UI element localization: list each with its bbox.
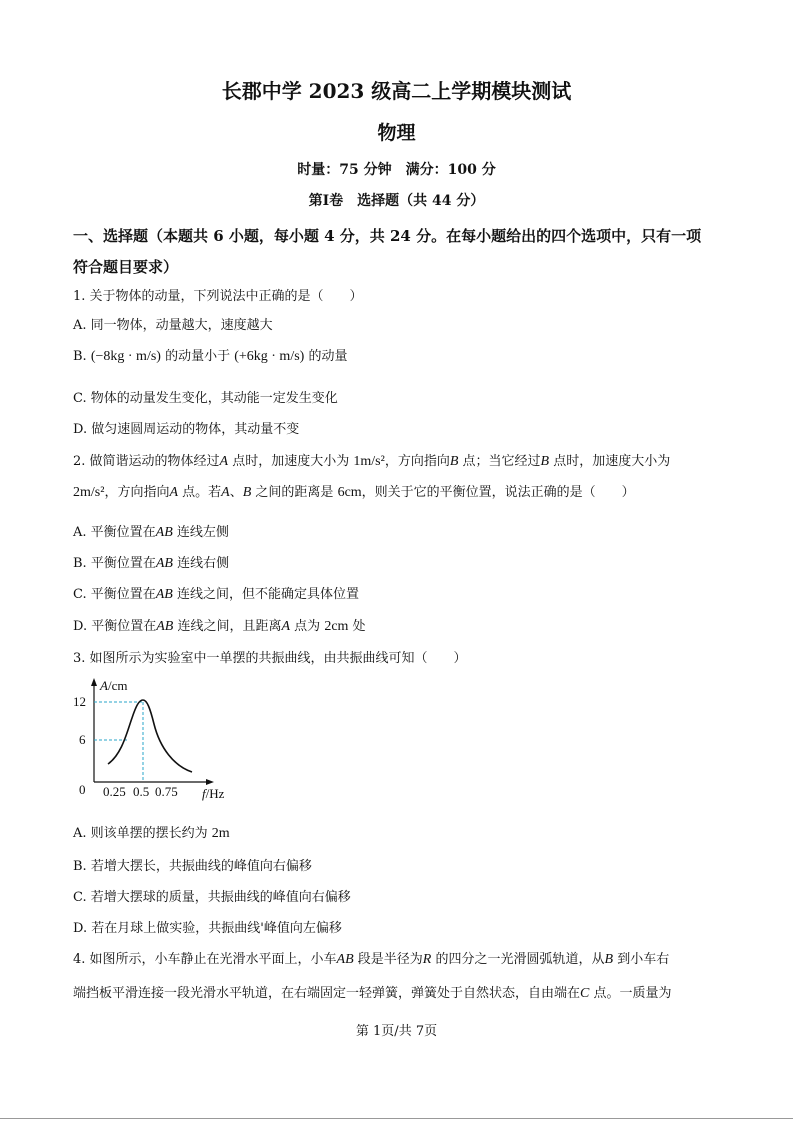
q2-option-d <box>73 619 366 635</box>
point-b: B <box>242 485 252 500</box>
q1-stem: 1. 关于物体的动量，下列说法中正确的是（ ） <box>73 289 363 304</box>
q1-b-prefix: B. <box>73 349 91 364</box>
q3-option-c: C. 若增大摆球的质量，共振曲线的峰值向右偏移 <box>73 890 351 905</box>
q3-d-suffix: 峰值向左偏移 <box>263 921 342 936</box>
y-axis-arrow <box>91 678 97 686</box>
q3-option-b: B. 若增大摆长，共振曲线的峰值向右偏移 <box>73 859 312 874</box>
q2-text: 点；当它经过 <box>458 454 541 469</box>
point-a: A <box>281 619 291 634</box>
section-heading-line1: 一、选择题（本题共 6 小题，每小题 4 分，共 24 分。在每小题给出的四个选项中，只有一项 <box>73 227 702 245</box>
q2-text: 2. 做简谐运动的物体经过 <box>73 454 220 469</box>
q2-d-mid2: 点为 <box>290 619 325 634</box>
point-a: A <box>219 454 229 469</box>
resonance-curve <box>108 700 192 772</box>
acceleration-value: 2m/s² <box>73 485 105 500</box>
page-footer: 第 1页/共 7页 <box>355 1024 438 1039</box>
q1-b-momentum-2: (+6kg · m/s) <box>234 349 305 364</box>
volume-heading: 第Ⅰ卷 选择题（共 44 分） <box>308 193 485 209</box>
subject-title: 物理 <box>377 122 416 144</box>
q3-stem: 3. 如图所示为实验室中一单摆的共振曲线，由共振曲线可知（ ） <box>73 651 467 666</box>
distance-value: 2cm <box>324 619 349 634</box>
x-axis-label: f/Hz <box>202 786 225 801</box>
q2-text: 、 <box>229 485 243 500</box>
q1-b-mid: 的动量小于 <box>160 349 235 364</box>
q1-b-momentum-1: (−8kg · m/s) <box>90 349 161 364</box>
q4-text: 的四分之一光滑圆弧轨道，从 <box>431 952 605 967</box>
q1-option-b <box>73 349 347 365</box>
q3-d-glitch: ' <box>260 921 264 936</box>
distance-value: 6cm <box>337 485 362 500</box>
q2-option-b <box>73 556 229 572</box>
q4-text: 端挡板平滑连接一段光滑水平轨道，在右端固定一轻弹簧，弹簧处于自然状态，自由端在 <box>73 986 581 1001</box>
q2-a-prefix: A. 平衡位置在 <box>73 525 156 540</box>
segment-ab: AB <box>336 952 354 967</box>
resonance-curve-graph <box>70 674 250 806</box>
segment-ab: AB <box>155 587 173 602</box>
segment-ab: AB <box>155 556 173 571</box>
origin-label: 0 <box>79 782 86 797</box>
exam-title: 长郡中学 2023 级高二上学期模块测试 <box>221 79 572 103</box>
length-value: 2m <box>211 826 230 841</box>
q4-text: 段是半径为 <box>353 952 423 967</box>
q1-option-d: D. 做匀速圆周运动的物体，其动量不变 <box>73 422 300 437</box>
q3-option-a <box>73 826 230 842</box>
q4-stem-line1 <box>73 952 669 968</box>
q3-option-d <box>73 921 342 937</box>
q1-b-suffix: 的动量 <box>304 349 348 364</box>
point-a: A <box>221 485 230 500</box>
point-b: B <box>449 454 459 469</box>
q4-text: 到小车右 <box>613 952 670 967</box>
q2-d-mid: 连线之间，且距离 <box>173 619 282 634</box>
q4-stem-line2 <box>73 986 672 1002</box>
y-axis-label: A/cm <box>100 678 128 693</box>
q2-text: 点时，加速度大小为 <box>228 454 354 469</box>
q2-option-c <box>73 587 359 603</box>
point-c: C <box>580 986 590 1001</box>
q3-d-prefix: D. 若在月球上做实验，共振曲线 <box>73 921 261 936</box>
q1-option-a: A. 同一物体，动量越大，速度越大 <box>73 318 273 333</box>
x-tick-05: 0.5 <box>133 784 150 799</box>
q2-stem-line1 <box>73 454 670 470</box>
q2-option-a <box>73 525 229 541</box>
q2-text: 点时，加速度大小为 <box>549 454 671 469</box>
q4-text: 4. 如图所示，小车静止在光滑水平面上，小车 <box>73 952 337 967</box>
point-a: A <box>169 485 179 500</box>
time-and-score: 时量：75 分钟 满分：100 分 <box>297 162 496 178</box>
section-heading-line2: 符合题目要求） <box>73 258 179 276</box>
radius-r: R <box>422 952 432 967</box>
x-tick-025: 0.25 <box>103 784 126 799</box>
q2-text: ，方向指向 <box>104 485 170 500</box>
q2-text: 之间的距离是 <box>251 485 338 500</box>
y-tick-12: 12 <box>73 694 86 709</box>
page-bottom-divider <box>0 1118 793 1119</box>
q2-text: 点。若 <box>178 485 222 500</box>
x-axis-arrow <box>206 779 214 785</box>
y-tick-6: 6 <box>79 732 86 747</box>
acceleration-value: 1m/s² <box>353 454 385 469</box>
q2-d-prefix: D. 平衡位置在 <box>73 619 157 634</box>
q2-b-suffix: 连线右侧 <box>172 556 230 571</box>
q2-stem-line2 <box>73 485 635 501</box>
q1-option-c: C. 物体的动量发生变化，其动能一定发生变化 <box>73 391 338 406</box>
q2-a-suffix: 连线左侧 <box>172 525 229 540</box>
q2-c-prefix: C. 平衡位置在 <box>73 587 156 602</box>
q2-c-suffix: 连线之间，但不能确定具体位置 <box>172 587 359 602</box>
q2-d-suffix: 处 <box>348 619 366 634</box>
segment-ab: AB <box>155 525 173 540</box>
q2-text: ，则关于它的平衡位置，说法正确的是（ ） <box>361 485 635 500</box>
q3-a-prefix: A. 则该单摆的摆长约为 <box>73 826 212 841</box>
q4-text: 点。一质量为 <box>589 986 672 1001</box>
q2-text: ，方向指向 <box>384 454 450 469</box>
segment-ab: AB <box>156 619 174 634</box>
point-b: B <box>604 952 614 967</box>
x-tick-075: 0.75 <box>155 784 178 799</box>
q2-b-prefix: B. 平衡位置在 <box>73 556 156 571</box>
point-b: B <box>540 454 550 469</box>
